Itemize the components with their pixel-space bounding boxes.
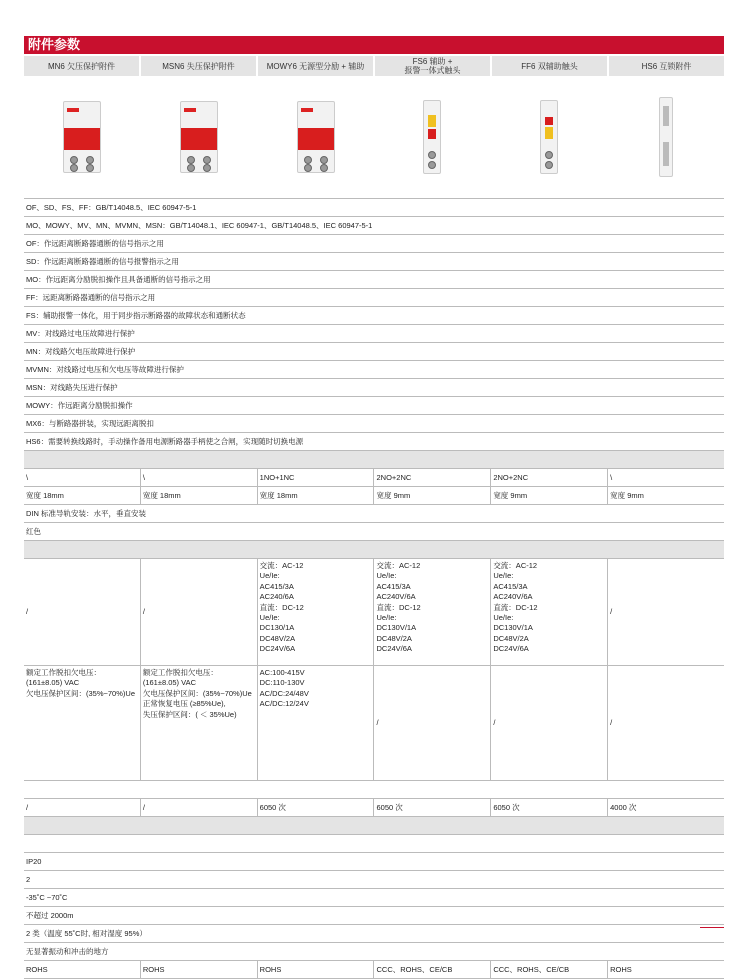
cycles-cell: 6050 次 [491,799,608,816]
section-band [24,817,724,835]
product-image-mn6 [24,76,141,198]
contacts-cell: \ [610,473,613,482]
contacts-row [24,469,724,487]
spec-row-standard-1: OF、SD、FS、FF：GB/T14048.5、IEC 60947-5-1 [24,199,724,217]
blank-row [24,781,724,799]
product-header-row [24,56,724,76]
breaker-module-icon [297,101,335,173]
cycles-cell: 6050 次 [258,799,375,816]
interlock-icon [659,97,673,177]
contacts-cell: 2NO+2NC [491,469,608,486]
spec-row-mn: MN：对线路欠电压故障进行保护 [24,343,724,361]
product-image-fs6 [374,76,491,198]
spec-row-of: OF：作远距离断路器通断的信号指示之用 [24,235,724,253]
install-environment-row: 无显著振动和冲击的地方 [24,943,724,961]
mounting-row: DIN 标准导轨安装：水平，垂直安装 [24,505,724,523]
width-cell: 宽度 9mm [374,487,491,504]
voltage-cell: 额定工作脱扣欠电压： (161±8.05) VAC 欠电压保护区间：(35%~70%)Ue 正常恢复电压 (≥85%Ue), 失压保护区间：( ＜ 35%Ue) [141,666,258,780]
cycles-cell: / [141,799,258,816]
breaker-module-icon [63,101,101,173]
spec-row-ff: FF：远距离断路器通断的信号指示之用 [24,289,724,307]
voltage-cell: AC:100-415V DC:110-130V AC/DC:24/48V AC/DC:12/24V [258,666,375,780]
humidity-row: 2 类（温度 55˚C时, 相对湿度 95%） [24,925,724,943]
voltage-row [24,666,724,781]
color-row: 红色 [24,523,724,541]
auxiliary-contact-icon [540,100,558,174]
accessory-spec-sheet [24,36,724,979]
rating-cell: / [24,559,141,665]
header-ff6: FF6 双辅助触头 [492,56,609,76]
spec-row-hs6: HS6：需要转换线路时，手动操作备用电源断路器手柄使之合闸，实现随时切换电源 [24,433,724,451]
temperature-row: -35˚C ~70˚C [24,889,724,907]
header-msn6: MSN6 失压保护附件 [141,56,258,76]
breaker-module-icon [180,101,218,173]
page-edge-mark [700,927,724,928]
certification-cell: ROHS [141,961,258,978]
product-image-row [24,76,724,199]
voltage-cell: / [610,718,613,727]
cycles-cell: / [24,799,141,816]
section-band [24,451,724,469]
header-fs6: FS6 辅助 + 报警一体式触头 [375,56,492,76]
spec-row-mv: MV：对线路过电压故障进行保护 [24,325,724,343]
spec-row-fs: FS：辅助报警一体化，用于同步指示断路器的故障状态和通断状态 [24,307,724,325]
spec-row-msn: MSN：对线路失压进行保护 [24,379,724,397]
section-title: 附件参数 [24,36,724,54]
certification-cell: CCC、ROHS、CE/CB [374,961,491,978]
rating-cell: 交流：AC-12 Ue/Ie: AC415/3A AC240V/6A 直流：DC-12 Ue/Ie: DC130V/1A DC48V/2A DC24V/6A [491,559,608,665]
contacts-cell: \ [141,469,258,486]
voltage-cell: / [491,666,608,780]
auxiliary-contact-icon [423,100,441,174]
cycles-cell: 6050 次 [374,799,491,816]
product-image-hs6 [607,76,724,198]
pollution-grade-row: 2 [24,871,724,889]
width-cell: 宽度 18mm [24,487,141,504]
spec-row-mvmn: MVMN：对线路过电压和欠电压等故障进行保护 [24,361,724,379]
spec-row-standard-2: MO、MOWY、MV、MN、MVMN、MSN：GB/T14048.1、IEC 60947-1、GB/T14048.5、IEC 60947-5-1 [24,217,724,235]
header-mowy6: MOWY6 无源型分励 + 辅助 [258,56,375,76]
rating-cell: 交流：AC-12 Ue/Ie: AC415/3A AC240V/6A 直流：DC-12 Ue/Ie: DC130V/1A DC48V/2A DC24V/6A [374,559,491,665]
spec-row-sd: SD：作远距离断路器通断的信号报警指示之用 [24,253,724,271]
contacts-cell: 2NO+2NC [374,469,491,486]
contacts-cell: 1NO+1NC [258,469,375,486]
certification-cell: CCC、ROHS、CE/CB [491,961,608,978]
width-row [24,487,724,505]
altitude-row: 不超过 2000m [24,907,724,925]
width-cell: 宽度 9mm [491,487,608,504]
spec-row-mowy: MOWY：作远距离分励脱扣操作 [24,397,724,415]
width-cell: 宽度 9mm [610,491,644,500]
protection-grade-row: IP20 [24,853,724,871]
contacts-cell: \ [24,469,141,486]
certification-cell: ROHS [258,961,375,978]
certification-row [24,961,724,979]
section-band [24,541,724,559]
header-mn6: MN6 欠压保护附件 [24,56,141,76]
spec-row-mo: MO：作远距离分励脱扣操作且具备通断的信号指示之用 [24,271,724,289]
cycles-row [24,799,724,817]
rating-row [24,559,724,666]
rating-cell: 交流：AC-12 Ue/Ie: AC415/3A AC240/6A 直流：DC-12 Ue/Ie: DC130/1A DC48V/2A DC24V/6A [258,559,375,665]
rating-cell: / [141,559,258,665]
width-cell: 宽度 18mm [258,487,375,504]
voltage-cell: / [374,666,491,780]
certification-cell: ROHS [24,961,141,978]
width-cell: 宽度 18mm [141,487,258,504]
product-image-ff6 [491,76,608,198]
cycles-cell: 4000 次 [610,803,637,812]
product-image-msn6 [141,76,258,198]
product-image-mowy6 [257,76,374,198]
rating-cell: / [610,607,613,616]
blank-row [24,835,724,853]
voltage-cell: 额定工作脱扣欠电压： (161±8.05) VAC 欠电压保护区间：(35%~70%)Ue [24,666,141,780]
header-hs6: HS6 互锁附件 [609,56,724,76]
certification-cell: ROHS [610,965,632,974]
spec-row-mx6: MX6：与断路器拼装，实现远距离脱扣 [24,415,724,433]
